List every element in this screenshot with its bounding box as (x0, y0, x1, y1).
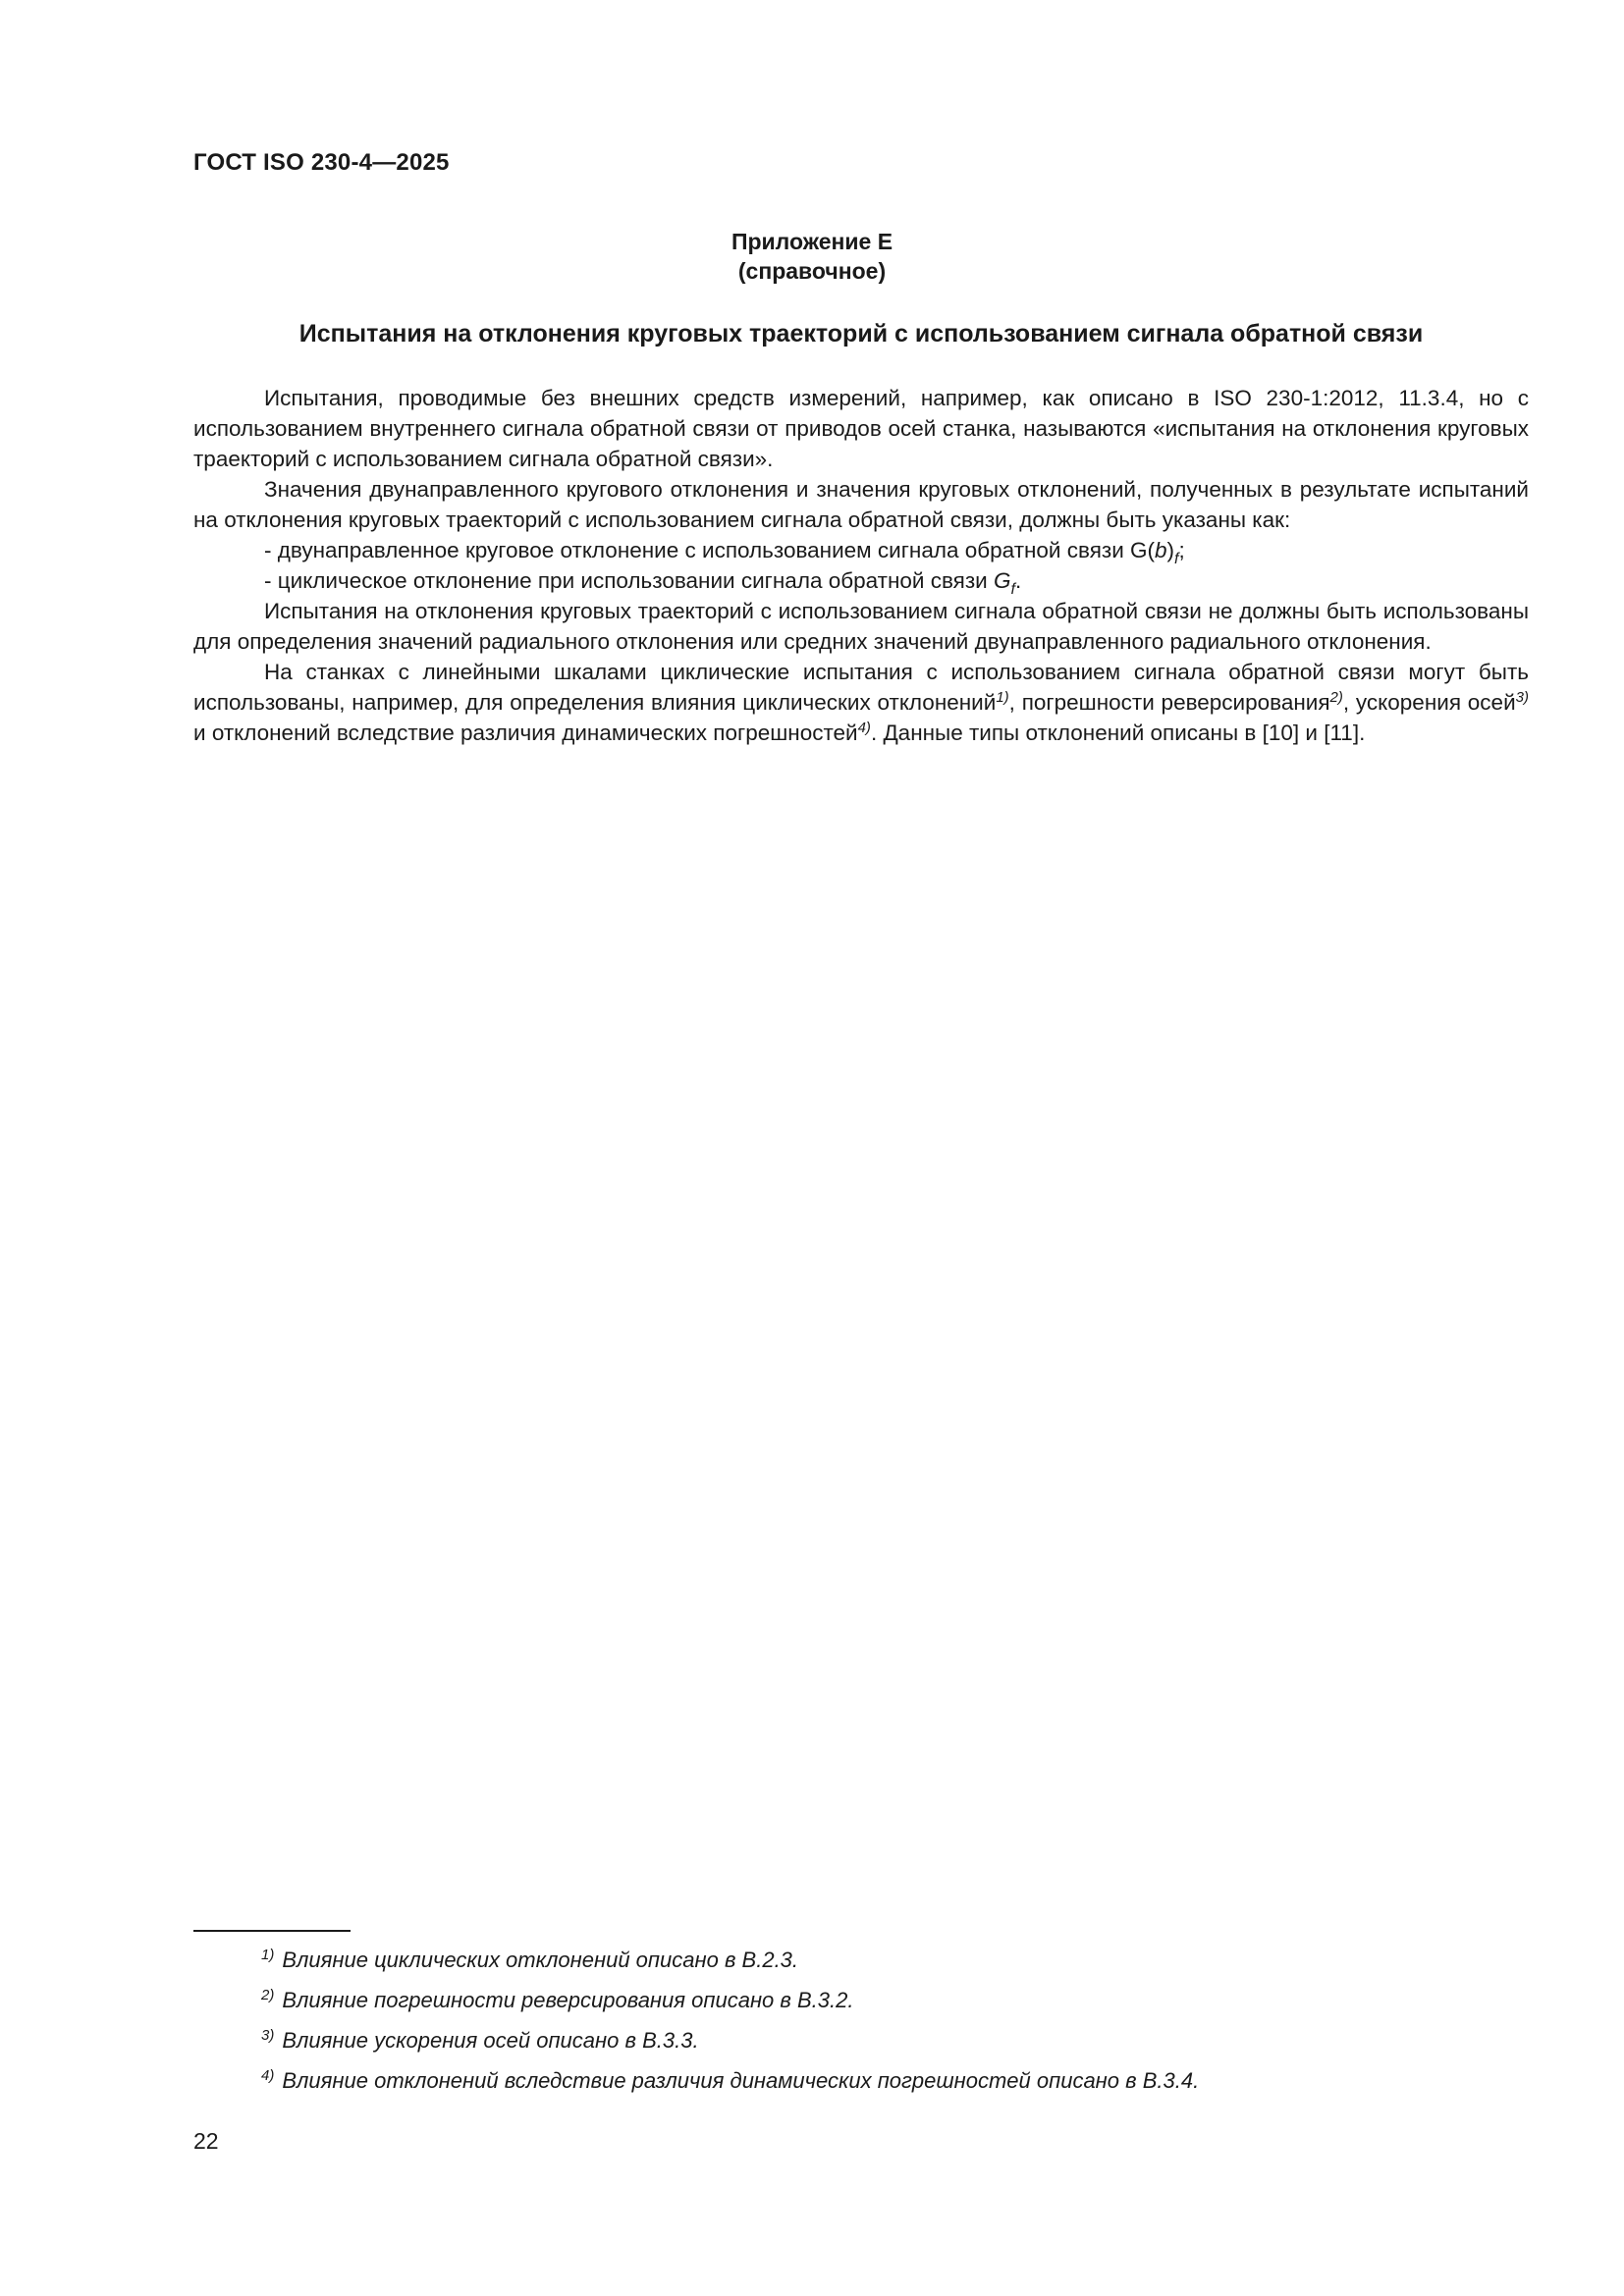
footnote (261, 2060, 1199, 2101)
footnote-text: Влияние отклонений вследствие различия динамических погрешностей описано в В.3.4. (282, 2068, 1200, 2093)
punctuation: ; (1178, 538, 1185, 562)
footnote-mark: 3) (261, 2027, 275, 2044)
footnote-ref-3[interactable]: 3) (1515, 689, 1529, 706)
list-item-text: - двунаправленное круговое отклонение с использованием сигнала обратной связи G( (264, 538, 1156, 562)
footnote-text: Влияние погрешности реверсирования описано в В.3.2. (282, 1988, 854, 2012)
footnote-ref-4[interactable]: 4) (857, 720, 871, 736)
footnote-mark: 4) (261, 2067, 275, 2084)
annex-heading: Испытания на отклонения круговых траекторий с использованием сигнала обратной связи (298, 320, 1424, 347)
list-item-cyclic (193, 565, 1529, 596)
annex-title: Приложение Е (731, 229, 893, 254)
paragraph-4-part-e: . Данные типы отклонений описаны в [10] и [11]. (870, 721, 1366, 745)
variable-b: b (1155, 538, 1167, 562)
paragraph-4-part-b: , погрешности реверсирования (1008, 690, 1330, 715)
paragraph-4-part-c: , ускорения осей (1342, 690, 1516, 715)
paren-close: ) (1166, 538, 1175, 562)
list-item-text: - циклическое отклонение при использовании сигнала обратной связи (264, 568, 994, 593)
paragraph-3: Испытания на отклонения круговых траекторий с использованием сигнала обратной связи не должны быть использованы для определения значений радиального отклонения или средних значений двунаправленного радиального отклонения. (193, 599, 1529, 654)
footnote-mark: 2) (261, 1987, 275, 2003)
footnote (261, 1940, 1199, 1980)
paragraph-4 (193, 657, 1529, 748)
body-text (193, 383, 1529, 748)
document-id: ГОСТ ISO 230-4—2025 (193, 149, 450, 176)
footnote-ref-2[interactable]: 2) (1329, 689, 1343, 706)
paragraph-4-part-a: На станках с линейными шкалами циклические испытания с использованием сигнала обратной связи могут быть использованы, например, для определения влияния циклических отклонений (193, 660, 1529, 715)
variable-g: G (993, 568, 1011, 593)
list-item-bidirectional (193, 535, 1529, 565)
footnote (261, 2020, 1199, 2060)
paragraph-4-part-d: и отклонений вследствие различия динамических погрешностей (193, 721, 858, 745)
annex-status: (справочное) (737, 258, 887, 284)
footnote-text: Влияние ускорения осей описано в В.3.3. (282, 2028, 699, 2053)
footnote-ref-1[interactable]: 1) (996, 689, 1009, 706)
footnote-mark: 1) (261, 1947, 275, 1963)
punctuation: . (1014, 568, 1022, 593)
page-number: 22 (193, 2128, 219, 2154)
subscript-f: f (1174, 551, 1179, 567)
footnote-text: Влияние циклических отклонений описано в В.2.3. (282, 1948, 799, 1972)
paragraph-2: Значения двунаправленного кругового отклонения и значения круговых отклонений, полученных в результате испытаний на отклонения круговых траекторий с использованием сигнала обратной связи, должны быть указаны как: (193, 477, 1529, 532)
footnotes (261, 1940, 1199, 2101)
footnote-separator (193, 1930, 351, 1932)
footnote (261, 1980, 1199, 2020)
subscript-f: f (1010, 581, 1015, 598)
paragraph-1: Испытания, проводимые без внешних средств измерений, например, как описано в ISO 230-1:2012, 11.3.4, но с использованием внутреннего сигнала обратной связи от приводов осей станка, называются «испытания на отклонения круговых траекторий с использованием сигнала обратной связи». (193, 386, 1529, 471)
